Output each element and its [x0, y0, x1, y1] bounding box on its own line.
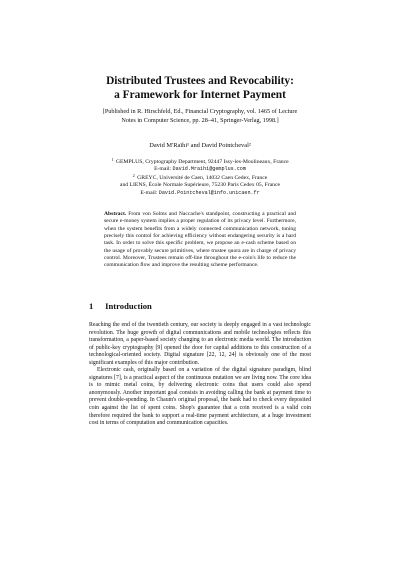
- affiliation-2-line-2: and LIENS, École Normale Supérieure, 75230 Paris Cedex 05, France: [119, 182, 281, 189]
- affiliation-1: [70, 156, 330, 174]
- affiliation-2: [70, 172, 330, 197]
- abstract: [104, 211, 296, 270]
- publication-note: [86, 108, 314, 125]
- section-title: Introduction: [105, 301, 152, 311]
- title-line-1: Distributed Trustees and Revocability:: [106, 75, 294, 87]
- section-number: 1: [89, 301, 94, 311]
- abstract-text: From von Solms and Naccache's standpoint, constructing a practical and secure e-money system implies a proper regulation of its privacy level. Furthermore, when the system benefits from a widely connected communication network, tuning precisely this control for achieving efficiency without endangering security is a hard task. In order to solve this specific problem, we propose an e-cash scheme based on the usage of provably secure primitives, where trustee quora are in charge of privacy control. Moreover, Trustees remain off-line throughout the e-coin's life to reduce the communication flow and improve the resulting scheme performance.: [104, 211, 296, 269]
- affiliation-1-mark: 1: [111, 157, 114, 162]
- affiliation-1-line-1: GEMPLUS, Cryptography Department, 92447 Issy-les-Moulineaux, France: [115, 159, 289, 165]
- section-body: [89, 322, 311, 428]
- paragraph-2: Electronic cash, originally based on a variation of the digital signature paradigm, blind signatures [7], is a practical aspect of the continuous mutation we are living now. The core idea is to mimic metal coins, by delivering electronic coins that users could also spend anonymously. Another important goal consists in avoiding calling the bank at payment time to prevent double-spending. In Chaum's original proposal, the bank had to check every deposited coin against the list of spent coins. Shop's guarantee that a coin received is a valid coin therefore required the bank to support a real-time payment architecture, at a huge investment cost in terms of computation and communication capacities.: [89, 367, 311, 427]
- affiliation-2-email: David.Pointcheval@info.unicaen.fr: [158, 189, 260, 196]
- abstract-label: Abstract.: [104, 211, 127, 217]
- affiliation-1-email: David.Mraihi@gemplus.com: [172, 166, 246, 173]
- title-line-2: a Framework for Internet Payment: [114, 89, 286, 101]
- affiliation-1-email-prefix: E-mail:: [154, 166, 173, 173]
- affiliation-2-line-1: GREYC, Université de Caen, 14032 Caen Cedex, France: [137, 175, 268, 181]
- paper-title: [60, 74, 340, 102]
- affiliation-2-email-prefix: E-mail:: [140, 189, 159, 196]
- paragraph-1: Reaching the end of the twentieth century, our society is deeply engaged in a vast technologic revolution. The huge growth of digital communications and mobile technologies reflects this transformation, a paper-based society changing to an electronic media world. The introduction of public-key cryptography [9] opened the door for capital additions to this construction of a technological-oriented society. Digital signature [22, 12, 24] is obviously one of the most significant examples of this major contribution.: [89, 322, 311, 366]
- author-list: David M'Raïhi¹ and David Pointcheval²: [149, 142, 251, 149]
- affiliation-2-mark: 2: [132, 173, 135, 178]
- publication-note-line-2: Notes in Computer Science, pp. 28–41, Springer-Verlag, 1998.]: [121, 116, 279, 124]
- publication-note-line-1: [Published in R. Hirschfeld, Ed., Financial Cryptography, vol. 1465 of Lecture: [102, 108, 298, 115]
- section-heading: [89, 301, 319, 312]
